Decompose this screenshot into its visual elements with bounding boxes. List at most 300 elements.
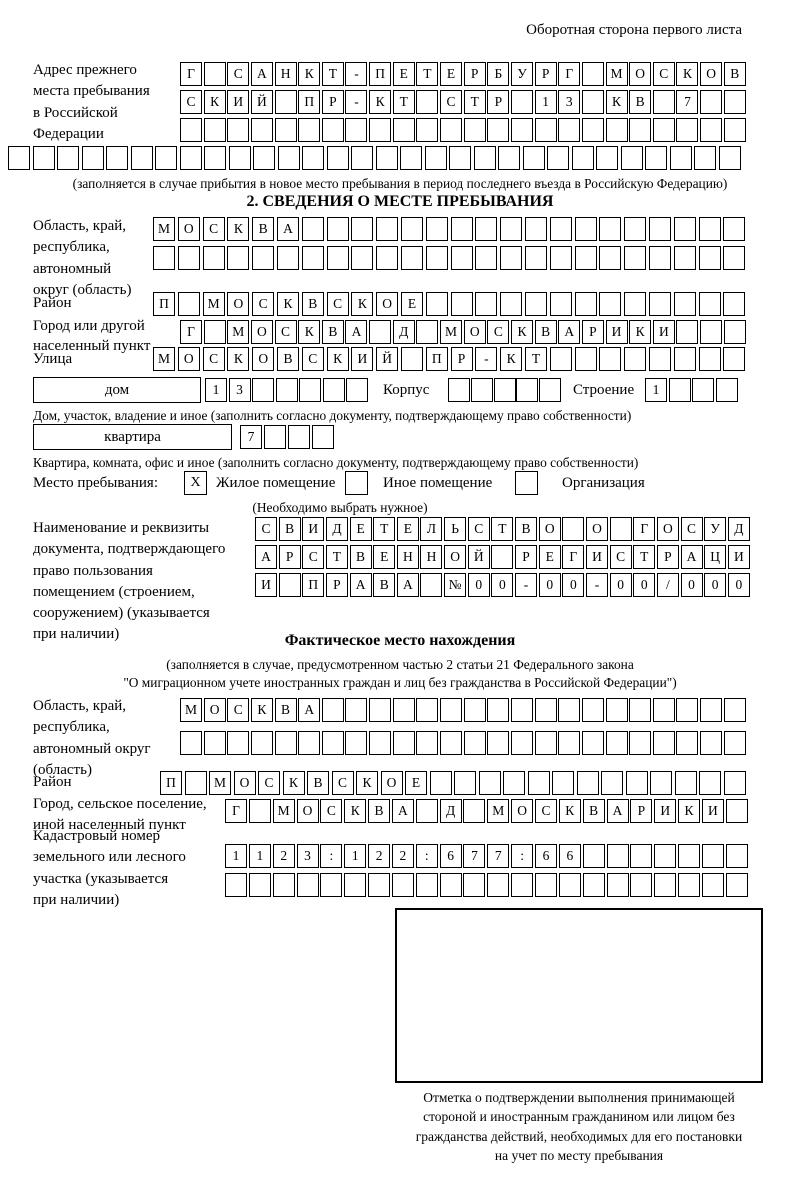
char-cell: А [392, 799, 414, 823]
char-cell: И [255, 573, 277, 597]
char-cell [204, 320, 226, 344]
char-cell [606, 118, 628, 142]
char-cell: И [654, 799, 676, 823]
char-cell [654, 844, 676, 868]
stroenie-label: Строение [573, 382, 635, 398]
char-cell [251, 118, 273, 142]
char-cell [440, 873, 462, 897]
char-cell: Г [562, 545, 584, 569]
char-cell [322, 698, 344, 722]
char-cell [320, 873, 342, 897]
char-cell [550, 292, 572, 316]
kadastr-row-1 [225, 844, 750, 868]
mesto-label: Место пребывания: [33, 475, 158, 491]
char-cell [178, 292, 200, 316]
char-cell: Й [376, 347, 398, 371]
char-cell: 1 [249, 844, 271, 868]
char-cell: О [444, 545, 466, 569]
char-cell: О [227, 292, 249, 316]
raion-row [153, 292, 748, 316]
option-organizatsiya-label: Организация [562, 475, 645, 491]
char-cell: И [606, 320, 628, 344]
char-cell [724, 771, 746, 795]
char-cell [376, 246, 398, 270]
char-cell: А [277, 217, 299, 241]
char-cell [180, 118, 202, 142]
char-cell: Р [451, 347, 473, 371]
char-cell: А [255, 545, 277, 569]
char-cell [204, 118, 226, 142]
char-cell: О [251, 320, 273, 344]
char-cell: - [345, 90, 367, 114]
char-cell [185, 771, 207, 795]
char-cell [535, 731, 557, 755]
char-cell: К [251, 698, 273, 722]
char-cell: И [653, 320, 675, 344]
char-cell [345, 118, 367, 142]
factual-oblast-row-1 [180, 698, 747, 722]
char-cell [376, 217, 398, 241]
char-cell [249, 873, 271, 897]
char-cell: К [351, 292, 373, 316]
char-cell [653, 90, 675, 114]
char-cell: С [487, 320, 509, 344]
char-cell: С [258, 771, 280, 795]
char-cell [416, 90, 438, 114]
char-cell [430, 771, 452, 795]
char-cell: Е [373, 545, 395, 569]
char-cell [702, 873, 724, 897]
char-cell [649, 217, 671, 241]
char-cell [700, 90, 722, 114]
oblast-row-2 [153, 246, 748, 270]
char-cell [653, 698, 675, 722]
char-cell [288, 425, 310, 449]
kadastr-label: Кадастровый номер земельного или лесного участка (указывается при наличии) [33, 828, 186, 908]
dom-box-label: дом [33, 377, 201, 403]
char-cell [606, 731, 628, 755]
char-cell: В [535, 320, 557, 344]
char-cell: А [298, 698, 320, 722]
char-cell [420, 573, 442, 597]
char-cell [535, 698, 557, 722]
char-cell: К [227, 217, 249, 241]
char-cell [726, 873, 748, 897]
char-cell: О [178, 347, 200, 371]
char-cell: П [369, 62, 391, 86]
char-cell [575, 292, 597, 316]
char-cell [451, 246, 473, 270]
char-cell [550, 347, 572, 371]
prev-address-note: (заполняется в случае прибытия в новое место пребывания в период последнего въезда в Российскую Федерацию) [72, 176, 728, 191]
char-cell [582, 90, 604, 114]
char-cell: 0 [539, 573, 561, 597]
char-cell: М [203, 292, 225, 316]
char-cell: О [297, 799, 319, 823]
char-cell: Г [225, 799, 247, 823]
char-cell [251, 731, 273, 755]
char-cell: 2 [273, 844, 295, 868]
char-cell [448, 378, 470, 402]
char-cell: - [345, 62, 367, 86]
char-cell [440, 731, 462, 755]
char-cell [416, 731, 438, 755]
char-cell: С [252, 292, 274, 316]
char-cell: С [535, 799, 557, 823]
char-cell [599, 347, 621, 371]
char-cell: 7 [463, 844, 485, 868]
prev-address-row-2 [180, 90, 747, 114]
char-cell: Т [322, 62, 344, 86]
char-cell [726, 844, 748, 868]
factual-gorod-row [225, 799, 750, 823]
char-cell: 0 [704, 573, 726, 597]
kvartira-box-label: квартира [33, 424, 232, 450]
char-cell: Р [657, 545, 679, 569]
char-cell [516, 378, 538, 402]
char-cell: Е [539, 545, 561, 569]
char-cell: С [203, 217, 225, 241]
factual-oblast-label: Область, край, республика, автономный округ (область) [33, 698, 151, 778]
char-cell: 1 [344, 844, 366, 868]
char-cell: У [511, 62, 533, 86]
char-cell [276, 378, 298, 402]
char-cell: 7 [676, 90, 698, 114]
char-cell [393, 698, 415, 722]
char-cell: К [204, 90, 226, 114]
char-cell: К [277, 292, 299, 316]
char-cell [500, 246, 522, 270]
char-cell: В [350, 545, 372, 569]
char-cell: О [700, 62, 722, 86]
char-cell: А [397, 573, 419, 597]
char-cell: Е [350, 517, 372, 541]
char-cell [500, 217, 522, 241]
char-cell: П [302, 573, 324, 597]
char-cell: Ц [704, 545, 726, 569]
char-cell [474, 146, 496, 170]
char-cell [511, 731, 533, 755]
ulitsa-row [153, 347, 748, 371]
char-cell [699, 246, 721, 270]
char-cell [401, 217, 423, 241]
char-cell [676, 731, 698, 755]
char-cell [425, 146, 447, 170]
char-cell [225, 873, 247, 897]
char-cell [699, 217, 721, 241]
char-cell [653, 118, 675, 142]
char-cell: И [351, 347, 373, 371]
char-cell: И [728, 545, 750, 569]
char-cell: А [345, 320, 367, 344]
char-cell: И [302, 517, 324, 541]
char-cell [487, 731, 509, 755]
char-cell: Е [440, 62, 462, 86]
char-cell: С [327, 292, 349, 316]
char-cell [33, 146, 55, 170]
char-cell [426, 217, 448, 241]
char-cell: М [153, 217, 175, 241]
char-cell [494, 378, 516, 402]
char-cell [393, 118, 415, 142]
factual-oblast-row-2 [180, 731, 747, 755]
char-cell: М [273, 799, 295, 823]
char-cell: В [277, 347, 299, 371]
char-cell [498, 146, 520, 170]
char-cell: О [234, 771, 256, 795]
char-cell [649, 347, 671, 371]
char-cell [723, 246, 745, 270]
char-cell: М [180, 698, 202, 722]
char-cell: Р [582, 320, 604, 344]
char-cell: О [178, 217, 200, 241]
char-cell [694, 146, 716, 170]
char-cell: № [444, 573, 466, 597]
char-cell: А [251, 62, 273, 86]
char-cell: Т [373, 517, 395, 541]
char-cell: / [657, 573, 679, 597]
char-cell [279, 573, 301, 597]
char-cell [252, 378, 274, 402]
char-cell [369, 731, 391, 755]
char-cell: С [302, 545, 324, 569]
char-cell [327, 146, 349, 170]
char-cell: Н [397, 545, 419, 569]
char-cell: Й [468, 545, 490, 569]
char-cell: А [681, 545, 703, 569]
char-cell: Т [491, 517, 513, 541]
char-cell [278, 146, 300, 170]
char-cell [724, 698, 746, 722]
char-cell [669, 378, 691, 402]
korpus-label: Корпус [383, 382, 430, 398]
char-cell [416, 698, 438, 722]
char-cell [400, 146, 422, 170]
stroenie-cells [645, 378, 740, 402]
char-cell: С [302, 347, 324, 371]
option-inoe-label: Иное помещение [383, 475, 493, 491]
char-cell [583, 844, 605, 868]
prev-address-row-3 [180, 118, 747, 142]
char-cell: В [373, 573, 395, 597]
char-cell [229, 146, 251, 170]
char-cell [227, 118, 249, 142]
char-cell [572, 146, 594, 170]
gorod-row [180, 320, 747, 344]
char-cell [376, 146, 398, 170]
char-cell [607, 873, 629, 897]
char-cell [535, 873, 557, 897]
char-cell: А [350, 573, 372, 597]
char-cell: 0 [491, 573, 513, 597]
char-cell: Т [633, 545, 655, 569]
char-cell: Н [275, 62, 297, 86]
char-cell: Д [393, 320, 415, 344]
section2-title: 2. СВЕДЕНИЯ О МЕСТЕ ПРЕБЫВАНИЯ [246, 193, 554, 210]
char-cell: 3 [558, 90, 580, 114]
char-cell: М [440, 320, 462, 344]
stamp-area-box [395, 908, 763, 1083]
checkbox-zhiloe: X [184, 471, 207, 495]
char-cell: С [227, 698, 249, 722]
char-cell [599, 292, 621, 316]
char-cell [558, 698, 580, 722]
char-cell: К [511, 320, 533, 344]
char-cell: Е [397, 517, 419, 541]
prev-address-label: Адрес прежнего места пребывания в Российской Федерации [33, 62, 150, 142]
char-cell [369, 118, 391, 142]
char-cell: Г [180, 62, 202, 86]
char-cell [302, 217, 324, 241]
char-cell: С [653, 62, 675, 86]
char-cell [227, 246, 249, 270]
char-cell [464, 731, 486, 755]
char-cell [630, 873, 652, 897]
char-cell: П [160, 771, 182, 795]
char-cell: С [255, 517, 277, 541]
char-cell [155, 146, 177, 170]
char-cell [491, 545, 513, 569]
char-cell [624, 246, 646, 270]
char-cell: М [606, 62, 628, 86]
char-cell: 1 [225, 844, 247, 868]
char-cell: Б [487, 62, 509, 86]
char-cell [503, 771, 525, 795]
char-cell [649, 246, 671, 270]
char-cell [345, 731, 367, 755]
char-cell [550, 217, 572, 241]
char-cell [528, 771, 550, 795]
char-cell: 7 [487, 844, 509, 868]
char-cell: С [681, 517, 703, 541]
char-cell: С [180, 90, 202, 114]
prev-address-row-1 [180, 62, 747, 86]
char-cell [511, 873, 533, 897]
char-cell [559, 873, 581, 897]
char-cell: С [468, 517, 490, 541]
char-cell: В [307, 771, 329, 795]
char-cell: О [376, 292, 398, 316]
char-cell [558, 731, 580, 755]
char-cell [252, 246, 274, 270]
char-cell [674, 217, 696, 241]
char-cell: В [275, 698, 297, 722]
ulitsa-label: Улица [33, 351, 73, 367]
char-cell: В [279, 517, 301, 541]
option-zhiloe-label: Жилое помещение [216, 475, 336, 491]
char-cell [723, 217, 745, 241]
char-cell: С [610, 545, 632, 569]
char-cell [674, 347, 696, 371]
char-cell: А [558, 320, 580, 344]
char-cell [724, 118, 746, 142]
char-cell [719, 146, 741, 170]
char-cell: Т [416, 62, 438, 86]
char-cell [264, 425, 286, 449]
char-cell [323, 378, 345, 402]
char-cell [392, 873, 414, 897]
char-cell [327, 217, 349, 241]
char-cell [601, 771, 623, 795]
char-cell [723, 347, 745, 371]
char-cell [302, 146, 324, 170]
char-cell: В [515, 517, 537, 541]
char-cell [606, 698, 628, 722]
factual-raion-label: Район [33, 774, 72, 790]
char-cell [674, 246, 696, 270]
char-cell: А [607, 799, 629, 823]
char-cell: Т [393, 90, 415, 114]
mesto-note: (Необходимо выбрать нужное) [252, 500, 428, 515]
char-cell [322, 118, 344, 142]
char-cell [416, 320, 438, 344]
char-cell [650, 771, 672, 795]
char-cell: О [381, 771, 403, 795]
char-cell [401, 246, 423, 270]
factual-note-line-1: (заполняется в случае, предусмотренном частью 2 статьи 21 Федерального закона [166, 657, 634, 672]
char-cell [277, 246, 299, 270]
char-cell [624, 347, 646, 371]
char-cell [487, 118, 509, 142]
char-cell [298, 731, 320, 755]
char-cell: Н [420, 545, 442, 569]
char-cell [582, 698, 604, 722]
char-cell [645, 146, 667, 170]
char-cell: 2 [392, 844, 414, 868]
char-cell: С [203, 347, 225, 371]
char-cell [299, 378, 321, 402]
char-cell: : [320, 844, 342, 868]
char-cell: С [275, 320, 297, 344]
char-cell [454, 771, 476, 795]
char-cell [649, 292, 671, 316]
char-cell: В [322, 320, 344, 344]
char-cell [178, 246, 200, 270]
char-cell [626, 771, 648, 795]
char-cell: К [369, 90, 391, 114]
char-cell [131, 146, 153, 170]
char-cell [511, 698, 533, 722]
doc-row-1 [255, 517, 751, 541]
char-cell [700, 698, 722, 722]
char-cell: Г [633, 517, 655, 541]
char-cell [500, 292, 522, 316]
char-cell [678, 873, 700, 897]
char-cell: 6 [559, 844, 581, 868]
char-cell: О [629, 62, 651, 86]
char-cell [670, 146, 692, 170]
char-cell [203, 246, 225, 270]
char-cell: Р [535, 62, 557, 86]
char-cell [583, 873, 605, 897]
char-cell [630, 844, 652, 868]
char-cell: Р [630, 799, 652, 823]
checkbox-organizatsiya [515, 471, 538, 495]
doc-row-2 [255, 545, 751, 569]
char-cell: 1 [535, 90, 557, 114]
char-cell: Д [728, 517, 750, 541]
char-cell: И [227, 90, 249, 114]
char-cell [575, 347, 597, 371]
char-cell [653, 731, 675, 755]
char-cell: Ь [444, 517, 466, 541]
raion-label: Район [33, 295, 72, 311]
char-cell: О [657, 517, 679, 541]
char-cell [525, 246, 547, 270]
char-cell [596, 146, 618, 170]
char-cell [692, 378, 714, 402]
char-cell: В [583, 799, 605, 823]
